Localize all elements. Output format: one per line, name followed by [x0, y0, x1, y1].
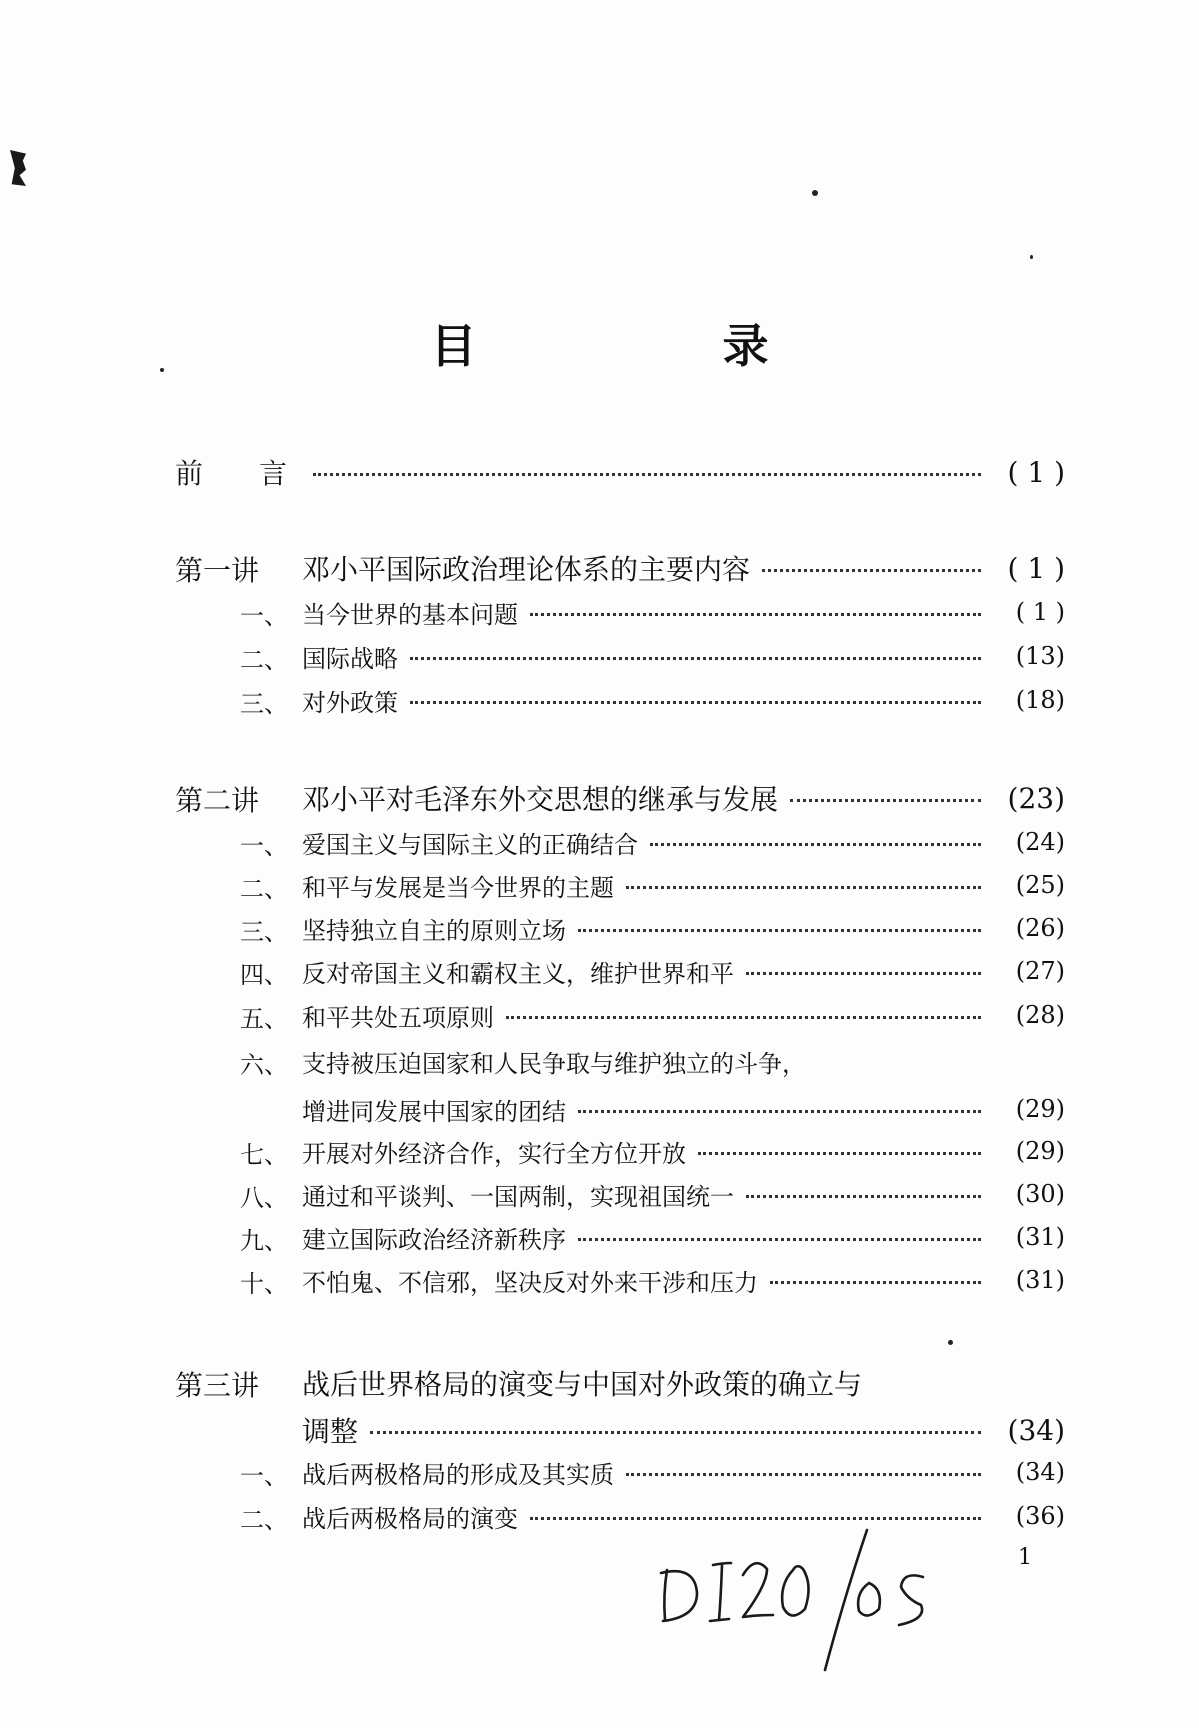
scan-edge-mark	[10, 150, 26, 186]
section-number: 二、	[240, 646, 288, 674]
section-number: 五、	[240, 1005, 288, 1033]
section-number: 三、	[240, 690, 288, 718]
dot-leader	[626, 1473, 981, 1476]
section-number: 八、	[240, 1184, 288, 1212]
dot-leader	[762, 569, 981, 572]
toc-entry-section[interactable]	[302, 822, 1065, 862]
page-ref: (25)	[1015, 871, 1065, 899]
page-ref: (13)	[1015, 642, 1065, 670]
chapter-title-line1	[302, 1363, 1065, 1403]
dot-leader	[530, 613, 981, 616]
section-title: 对外政策	[302, 688, 398, 717]
dot-leader	[410, 657, 981, 660]
toc-entry-chapter[interactable]	[302, 548, 1065, 588]
dot-leader	[626, 886, 981, 889]
dot-leader	[506, 1016, 981, 1019]
toc-entry-section[interactable]	[302, 1089, 1065, 1129]
page-ref: ( 1 )	[1015, 598, 1065, 626]
section-title: 当今世界的基本问题	[302, 600, 518, 629]
page-ref: (24)	[1015, 828, 1065, 856]
dot-leader	[313, 473, 981, 476]
page-ref: (31)	[1015, 1223, 1065, 1251]
section-number: 三、	[240, 918, 288, 946]
page-ref: (36)	[1015, 1502, 1065, 1530]
dot-leader	[410, 701, 981, 704]
section-title: 战后两极格局的形成及其实质	[302, 1460, 614, 1489]
dot-leader	[578, 1238, 981, 1241]
section-title: 国际战略	[302, 644, 398, 673]
chapter-title: 战后世界格局的演变与中国对外政策的确立与	[302, 1368, 863, 1401]
toc-entry-section[interactable]	[302, 1131, 1065, 1171]
section-number: 六、	[240, 1051, 288, 1079]
page-ref: (27)	[1015, 957, 1065, 985]
preface-label: 前 言	[175, 457, 302, 490]
section-title: 建立国际政治经济新秩序	[302, 1225, 566, 1254]
section-title: 和平共处五项原则	[302, 1003, 494, 1032]
chapter-title: 邓小平国际政治理论体系的主要内容	[302, 553, 751, 586]
toc-entry-section[interactable]	[302, 908, 1065, 948]
page-ref: (29)	[1015, 1137, 1065, 1165]
toc-entry-section[interactable]	[302, 636, 1065, 676]
dot-leader	[746, 972, 981, 975]
section-number: 二、	[240, 1506, 288, 1534]
section-title: 支持被压迫国家和人民争取与维护独立的斗争，	[302, 1049, 806, 1078]
section-number: 一、	[240, 1462, 288, 1490]
section-title-continued: 增进同发展中国家的团结	[302, 1097, 566, 1126]
page-ref: ( 1 )	[1007, 551, 1065, 585]
chapter-number: 第三讲	[175, 1369, 260, 1402]
dot-leader	[370, 1431, 981, 1434]
dot-leader	[770, 1281, 981, 1284]
toc-entry-section[interactable]	[302, 1260, 1065, 1300]
chapter-number: 第一讲	[175, 554, 260, 587]
dot-leader	[790, 799, 981, 802]
section-title: 爱国主义与国际主义的正确结合	[302, 830, 638, 859]
dot-leader	[530, 1517, 981, 1520]
section-number: 四、	[240, 961, 288, 989]
section-number: 十、	[240, 1270, 288, 1298]
dot-leader	[578, 929, 981, 932]
section-number: 九、	[240, 1227, 288, 1255]
toc-entry-section[interactable]	[302, 1174, 1065, 1214]
scan-speck	[1030, 255, 1033, 259]
scan-speck	[812, 190, 818, 196]
page-ref: (29)	[1015, 1095, 1065, 1123]
page-ref: (28)	[1015, 1001, 1065, 1029]
toc-entry-section[interactable]	[302, 995, 1065, 1035]
section-title: 开展对外经济合作，实行全方位开放	[302, 1139, 686, 1168]
page-ref: (18)	[1015, 686, 1065, 714]
section-number: 一、	[240, 832, 288, 860]
section-title-line1	[302, 1041, 1065, 1081]
page-ref: (26)	[1015, 914, 1065, 942]
section-title: 反对帝国主义和霸权主义，维护世界和平	[302, 959, 734, 988]
section-title: 战后两极格局的演变	[302, 1504, 518, 1533]
toc-entry-chapter[interactable]	[302, 1410, 1065, 1450]
page-number: 1	[1018, 1545, 1032, 1570]
toc-entry-section[interactable]	[302, 680, 1065, 720]
section-title: 通过和平谈判、一国两制，实现祖国统一	[302, 1182, 734, 1211]
section-number: 二、	[240, 875, 288, 903]
section-title: 不怕鬼、不信邪，坚决反对外来干涉和压力	[302, 1268, 758, 1297]
page-ref: (34)	[1007, 1413, 1065, 1447]
chapter-title: 邓小平对毛泽东外交思想的继承与发展	[302, 783, 779, 816]
handwritten-call-number	[655, 1525, 955, 1675]
chapter-number: 第二讲	[175, 784, 260, 817]
section-number: 七、	[240, 1141, 288, 1169]
page-ref: (30)	[1015, 1180, 1065, 1208]
page-ref: (31)	[1015, 1266, 1065, 1294]
section-number: 一、	[240, 602, 288, 630]
toc-entry-preface[interactable]	[175, 452, 1065, 492]
page-ref: ( 1 )	[1007, 455, 1065, 489]
dot-leader	[746, 1195, 981, 1198]
dot-leader	[578, 1110, 981, 1113]
toc-entry-section[interactable]	[302, 592, 1065, 632]
section-title: 坚持独立自主的原则立场	[302, 916, 566, 945]
page-ref: (23)	[1007, 781, 1065, 815]
chapter-title-continued: 调整	[302, 1415, 359, 1448]
toc-entry-section[interactable]	[302, 1217, 1065, 1257]
section-title: 和平与发展是当今世界的主题	[302, 873, 614, 902]
page-title: 目 录	[430, 319, 869, 373]
toc-entry-section[interactable]	[302, 865, 1065, 905]
toc-entry-section[interactable]	[302, 1452, 1065, 1492]
toc-entry-chapter[interactable]	[302, 778, 1065, 818]
dot-leader	[650, 843, 981, 846]
dot-leader	[698, 1152, 981, 1155]
scan-speck	[948, 1340, 953, 1345]
toc-entry-section[interactable]	[302, 951, 1065, 991]
page-ref: (34)	[1015, 1458, 1065, 1486]
